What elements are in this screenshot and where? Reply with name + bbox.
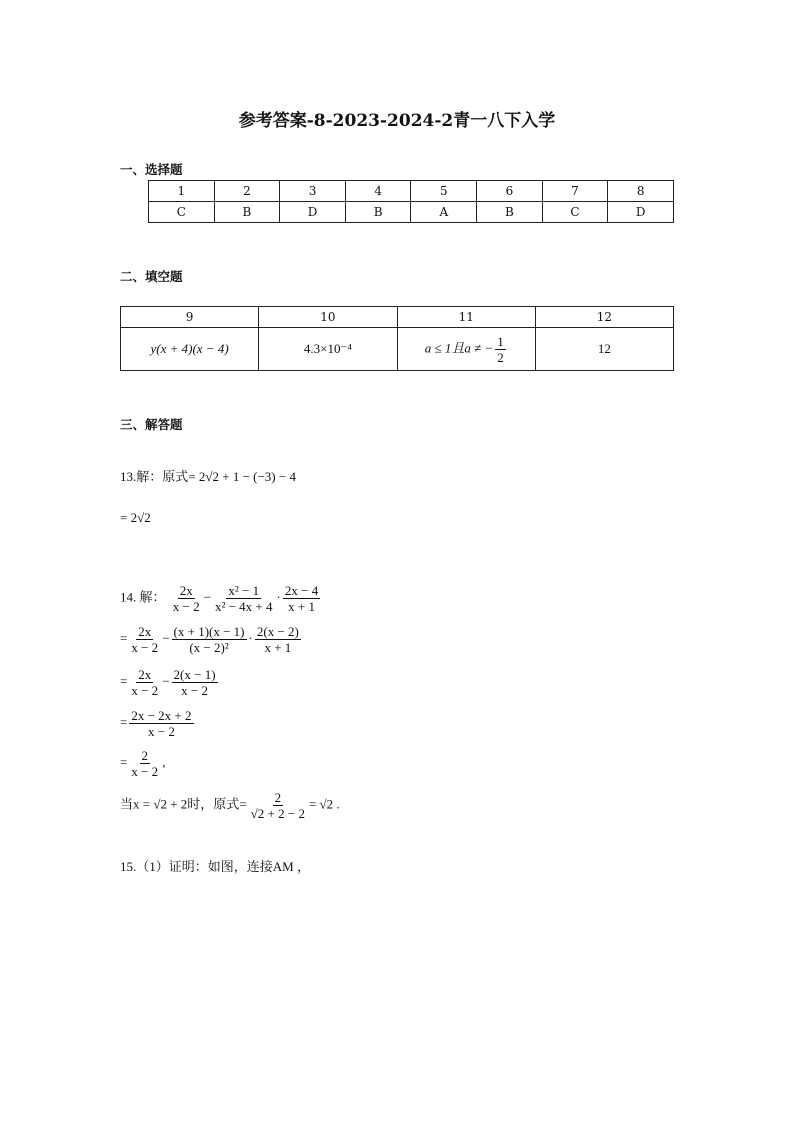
answer-cell-10: 4.3×10⁻⁴ (259, 328, 398, 371)
fraction: $\frac{1}{2}$ (497, 333, 504, 365)
q14-result: = √2 . (308, 796, 340, 812)
table-row (149, 181, 674, 202)
question-number-cell: 2 (214, 181, 280, 202)
answer-cell-11 (397, 328, 535, 371)
q13-expr: = 2√2 + 1 − (−3) − 4 (188, 469, 296, 484)
question-number-cell: 3 (280, 181, 346, 202)
question-number-cell: 10 (259, 307, 398, 328)
q14-line-5: = $\frac{2}{x - 2}$ , (120, 748, 166, 779)
answer-cell: C (149, 202, 215, 223)
fraction: $\frac{2x - 2x + 2}{x - 2}$ (131, 708, 192, 739)
q14-line-1: 14. 解： $\frac{2x}{x - 2}$ − $\frac{\text{x² − 1}}{\text{x² − 4x + 4}}$ · $\frac{2x - 4}{x + 1}$ (120, 583, 319, 614)
question-number-cell: 12 (535, 307, 673, 328)
q14-evaluation: 当x = √2 + 2时，原式= $\frac{2}{√2 + 2 - 2}$ = √2 . (120, 790, 340, 821)
page-title: 参考答案-8-2023-2024-2青一八下入学 (238, 111, 556, 131)
question-number-cell: 5 (411, 181, 477, 202)
table-row (121, 307, 674, 328)
choice-answer-table (148, 180, 674, 223)
q14-line-4: = $\frac{2x - 2x + 2}{x - 2}$ (120, 708, 192, 739)
answer-cell-12: 12 (535, 328, 673, 371)
q14-line-2: = $\frac{2x}{x - 2}$ − $\frac{(x + 1)(x - 1)}{\text{(x − 2)²}}$ · $\frac{2(x - 2)}{x + 1}$ (120, 624, 299, 655)
answer-cell: A (411, 202, 477, 223)
answer-cell-9: y(x + 4)(x − 4) (121, 328, 259, 371)
question-number-cell: 6 (477, 181, 543, 202)
answer-cell: B (214, 202, 280, 223)
section-heading-solution: 三、解答题 (120, 417, 183, 432)
q13-label: 13.解：原式 (120, 469, 189, 484)
q15-line: 15.（1）证明：如图，连接AM ， (120, 859, 310, 874)
question-number-cell: 7 (542, 181, 608, 202)
answer-cell: C (542, 202, 608, 223)
table-row (149, 202, 674, 223)
fraction: $\frac{2(x - 2)}{x + 1}$ (256, 624, 299, 655)
q13-line-2: = 2√2 (120, 510, 151, 525)
fraction: $\frac{2(x - 1)}{x - 2}$ (173, 667, 216, 698)
table-row (121, 328, 674, 371)
question-number-cell: 4 (345, 181, 411, 202)
question-number-cell: 1 (149, 181, 215, 202)
q14-label: 14. 解： (120, 589, 166, 605)
answer-cell: B (477, 202, 543, 223)
question-number-cell: 11 (397, 307, 535, 328)
fraction: $\frac{(x + 1)(x - 1)}{\text{(x − 2)²}}$ (173, 624, 245, 655)
question-number-cell: 8 (608, 181, 674, 202)
section-heading-choice: 一、选择题 (120, 162, 183, 177)
fraction: $\frac{2}{x - 2}$ (131, 748, 159, 779)
fraction: $\frac{2x}{x - 2}$ (131, 667, 159, 698)
section-heading-fill: 二、填空题 (120, 269, 183, 284)
answer-cell: B (345, 202, 411, 223)
fraction: $\frac{\text{x² − 1}}{\text{x² − 4x + 4}}$ (214, 583, 273, 614)
fraction: $\frac{2}{√2 + 2 - 2}$ (250, 790, 305, 821)
fraction: $\frac{2x - 4}{x + 1}$ (284, 583, 319, 614)
q14-condition: 当x = √2 + 2时，原式 (120, 796, 240, 812)
fill-answer-table (120, 306, 674, 371)
answer-cell: D (280, 202, 346, 223)
q13-line-1 (120, 466, 296, 485)
answer-cell: D (608, 202, 674, 223)
fraction: $\frac{2x}{x - 2}$ (172, 583, 200, 614)
fraction: $\frac{2x}{x - 2}$ (131, 624, 159, 655)
answer-11-text: a ≤ 1且a ≠ − (424, 339, 494, 355)
q14-line-3: = $\frac{2x}{x - 2}$ − $\frac{2(x - 1)}{x - 2}$ (120, 667, 216, 698)
question-number-cell: 9 (121, 307, 259, 328)
